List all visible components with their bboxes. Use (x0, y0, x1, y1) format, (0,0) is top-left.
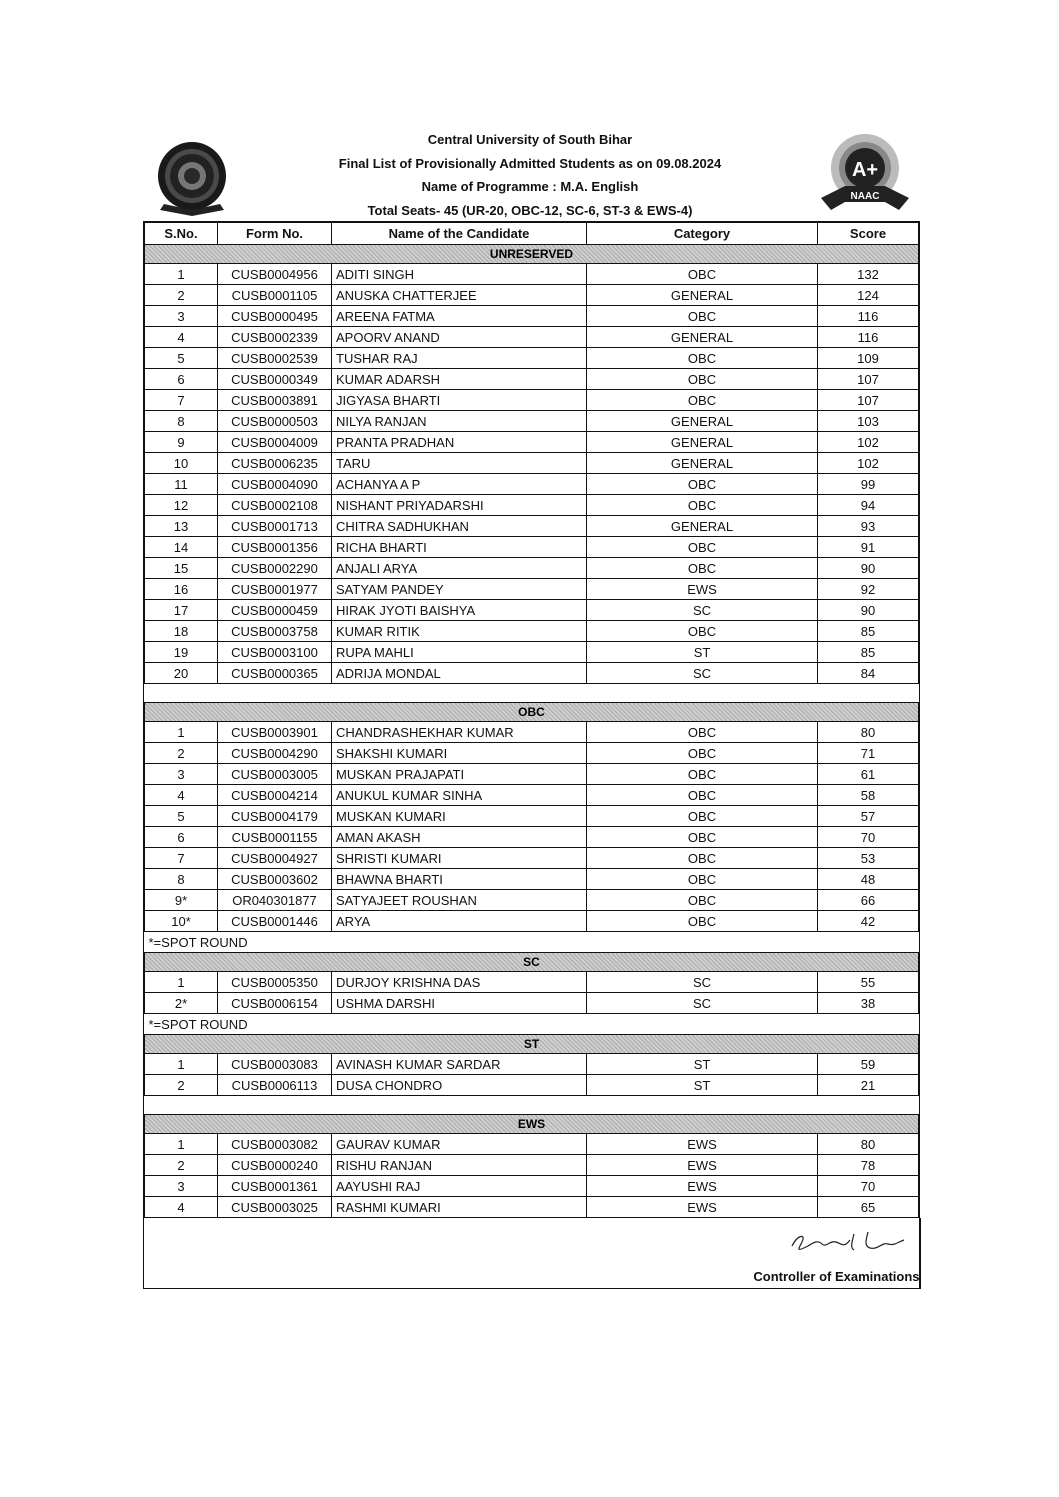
candidate-name-cell: ARYA (332, 911, 587, 932)
score-cell: 102 (818, 432, 919, 453)
column-header-form-no: Form No. (218, 223, 332, 245)
table-row (145, 1075, 919, 1096)
table-row (145, 348, 919, 369)
table-row (145, 474, 919, 495)
serial-number-cell: 9* (145, 890, 218, 911)
form-number-cell: CUSB0001105 (218, 285, 332, 306)
category-cell: ST (587, 642, 818, 663)
candidate-name-cell: SHRISTI KUMARI (332, 848, 587, 869)
table-row (145, 495, 919, 516)
table-row (145, 327, 919, 348)
admission-list-sheet (143, 221, 920, 1289)
serial-number-cell: 20 (145, 663, 218, 684)
category-cell: OBC (587, 890, 818, 911)
category-cell: EWS (587, 1176, 818, 1197)
form-number-cell: CUSB0003083 (218, 1054, 332, 1075)
form-number-cell: CUSB0004214 (218, 785, 332, 806)
table-row (145, 869, 919, 890)
category-cell: OBC (587, 537, 818, 558)
score-cell: 132 (818, 264, 919, 285)
category-cell: OBC (587, 474, 818, 495)
section-heading: UNRESERVED (145, 245, 919, 264)
category-cell: OBC (587, 722, 818, 743)
form-number-cell: CUSB0003901 (218, 722, 332, 743)
controller-signature (788, 1226, 908, 1256)
category-cell: OBC (587, 390, 818, 411)
serial-number-cell: 10 (145, 453, 218, 474)
category-cell: OBC (587, 848, 818, 869)
score-cell: 66 (818, 890, 919, 911)
serial-number-cell: 1 (145, 1134, 218, 1155)
score-cell: 65 (818, 1197, 919, 1218)
note-row (145, 932, 919, 953)
naac-grade-text: A+ (851, 159, 879, 181)
table-row (145, 285, 919, 306)
serial-number-cell: 1 (145, 264, 218, 285)
form-number-cell: OR040301877 (218, 890, 332, 911)
table-header-row (145, 223, 919, 245)
candidate-name-cell: RICHA BHARTI (332, 537, 587, 558)
candidate-name-cell: MUSKAN PRAJAPATI (332, 764, 587, 785)
signature-block (143, 1218, 921, 1289)
table-row (145, 848, 919, 869)
category-cell: EWS (587, 1197, 818, 1218)
table-row (145, 785, 919, 806)
category-cell: SC (587, 993, 818, 1014)
form-number-cell: CUSB0003602 (218, 869, 332, 890)
form-number-cell: CUSB0000349 (218, 369, 332, 390)
candidate-name-cell: CHANDRASHEKHAR KUMAR (332, 722, 587, 743)
candidate-name-cell: APOORV ANAND (332, 327, 587, 348)
note-row (145, 1014, 919, 1035)
form-number-cell: CUSB0006113 (218, 1075, 332, 1096)
serial-number-cell: 3 (145, 306, 218, 327)
table-row (145, 764, 919, 785)
document-header (300, 128, 760, 222)
serial-number-cell: 19 (145, 642, 218, 663)
category-cell: OBC (587, 495, 818, 516)
score-cell: 109 (818, 348, 919, 369)
spacer-cell (145, 1096, 919, 1115)
form-number-cell: CUSB0001713 (218, 516, 332, 537)
score-cell: 71 (818, 743, 919, 764)
naac-label-text: NAAC (850, 191, 880, 202)
score-cell: 61 (818, 764, 919, 785)
section-heading: ST (145, 1035, 919, 1054)
category-cell: OBC (587, 369, 818, 390)
form-number-cell: CUSB0006154 (218, 993, 332, 1014)
section-heading-row (145, 1035, 919, 1054)
score-cell: 91 (818, 537, 919, 558)
score-cell: 107 (818, 369, 919, 390)
serial-number-cell: 3 (145, 1176, 218, 1197)
form-number-cell: CUSB0003758 (218, 621, 332, 642)
serial-number-cell: 2* (145, 993, 218, 1014)
category-cell: GENERAL (587, 285, 818, 306)
spacer-cell (145, 684, 919, 703)
serial-number-cell: 2 (145, 1155, 218, 1176)
section-heading-row (145, 1115, 919, 1134)
serial-number-cell: 1 (145, 722, 218, 743)
serial-number-cell: 18 (145, 621, 218, 642)
table-row (145, 1054, 919, 1075)
form-number-cell: CUSB0001446 (218, 911, 332, 932)
form-number-cell: CUSB0004956 (218, 264, 332, 285)
form-number-cell: CUSB0005350 (218, 972, 332, 993)
university-seal-logo (152, 140, 232, 220)
serial-number-cell: 15 (145, 558, 218, 579)
score-cell: 102 (818, 453, 919, 474)
form-number-cell: CUSB0004009 (218, 432, 332, 453)
score-cell: 38 (818, 993, 919, 1014)
serial-number-cell: 3 (145, 764, 218, 785)
candidate-name-cell: AMAN AKASH (332, 827, 587, 848)
serial-number-cell: 1 (145, 1054, 218, 1075)
score-cell: 99 (818, 474, 919, 495)
candidate-name-cell: DUSA CHONDRO (332, 1075, 587, 1096)
serial-number-cell: 16 (145, 579, 218, 600)
table-row (145, 537, 919, 558)
category-cell: GENERAL (587, 432, 818, 453)
candidate-name-cell: NILYA RANJAN (332, 411, 587, 432)
table-row (145, 972, 919, 993)
form-number-cell: CUSB0004179 (218, 806, 332, 827)
candidate-name-cell: ACHANYA A P (332, 474, 587, 495)
candidate-name-cell: ADITI SINGH (332, 264, 587, 285)
table-row (145, 369, 919, 390)
table-row (145, 621, 919, 642)
serial-number-cell: 12 (145, 495, 218, 516)
form-number-cell: CUSB0000459 (218, 600, 332, 621)
score-cell: 124 (818, 285, 919, 306)
category-cell: EWS (587, 579, 818, 600)
score-cell: 92 (818, 579, 919, 600)
category-cell: SC (587, 663, 818, 684)
score-cell: 70 (818, 827, 919, 848)
serial-number-cell: 6 (145, 827, 218, 848)
university-name: Central University of South Bihar (427, 132, 633, 147)
table-row (145, 663, 919, 684)
form-number-cell: CUSB0001361 (218, 1176, 332, 1197)
candidate-name-cell: TUSHAR RAJ (332, 348, 587, 369)
form-number-cell: CUSB0000365 (218, 663, 332, 684)
table-row (145, 1134, 919, 1155)
list-title: Final List of Provisionally Admitted Students as on 09.08.2024 (338, 155, 722, 171)
serial-number-cell: 2 (145, 743, 218, 764)
form-number-cell: CUSB0006235 (218, 453, 332, 474)
form-number-cell: CUSB0001155 (218, 827, 332, 848)
serial-number-cell: 8 (145, 411, 218, 432)
table-row (145, 722, 919, 743)
candidate-name-cell: KUMAR ADARSH (332, 369, 587, 390)
section-heading: EWS (145, 1115, 919, 1134)
score-cell: 53 (818, 848, 919, 869)
candidate-name-cell: RASHMI KUMARI (332, 1197, 587, 1218)
score-cell: 84 (818, 663, 919, 684)
table-row (145, 516, 919, 537)
category-cell: SC (587, 600, 818, 621)
candidate-name-cell: GAURAV KUMAR (332, 1134, 587, 1155)
serial-number-cell: 2 (145, 1075, 218, 1096)
candidate-name-cell: AVINASH KUMAR SARDAR (332, 1054, 587, 1075)
serial-number-cell: 13 (145, 516, 218, 537)
candidate-name-cell: ANUKUL KUMAR SINHA (332, 785, 587, 806)
table-body (145, 245, 919, 1218)
spot-round-note: *=SPOT ROUND (145, 1014, 919, 1035)
category-cell: OBC (587, 869, 818, 890)
form-number-cell: CUSB0002539 (218, 348, 332, 369)
candidate-name-cell: KUMAR RITIK (332, 621, 587, 642)
candidate-name-cell: AREENA FATMA (332, 306, 587, 327)
serial-number-cell: 8 (145, 869, 218, 890)
serial-number-cell: 14 (145, 537, 218, 558)
form-number-cell: CUSB0003082 (218, 1134, 332, 1155)
table-row (145, 911, 919, 932)
naac-grade-badge (815, 128, 915, 220)
serial-number-cell: 1 (145, 972, 218, 993)
section-heading-row (145, 703, 919, 722)
table-row (145, 642, 919, 663)
category-cell: ST (587, 1075, 818, 1096)
column-header-score: Score (818, 223, 919, 245)
column-header-category: Category (587, 223, 818, 245)
serial-number-cell: 7 (145, 848, 218, 869)
score-cell: 21 (818, 1075, 919, 1096)
form-number-cell: CUSB0000503 (218, 411, 332, 432)
section-heading-row (145, 245, 919, 264)
controller-title: Controller of Examinations (753, 1269, 920, 1284)
category-cell: OBC (587, 743, 818, 764)
section-spacer (145, 1096, 919, 1115)
admission-table (144, 222, 919, 1218)
category-cell: GENERAL (587, 453, 818, 474)
serial-number-cell: 11 (145, 474, 218, 495)
score-cell: 70 (818, 1176, 919, 1197)
table-row (145, 453, 919, 474)
score-cell: 85 (818, 642, 919, 663)
candidate-name-cell: HIRAK JYOTI BAISHYA (332, 600, 587, 621)
serial-number-cell: 17 (145, 600, 218, 621)
serial-number-cell: 5 (145, 348, 218, 369)
score-cell: 85 (818, 621, 919, 642)
form-number-cell: CUSB0000240 (218, 1155, 332, 1176)
score-cell: 90 (818, 558, 919, 579)
serial-number-cell: 4 (145, 327, 218, 348)
score-cell: 94 (818, 495, 919, 516)
table-row (145, 264, 919, 285)
form-number-cell: CUSB0004090 (218, 474, 332, 495)
column-header-sno: S.No. (145, 223, 218, 245)
candidate-name-cell: DURJOY KRISHNA DAS (332, 972, 587, 993)
candidate-name-cell: ANUSKA CHATTERJEE (332, 285, 587, 306)
table-row (145, 1155, 919, 1176)
serial-number-cell: 2 (145, 285, 218, 306)
section-heading: SC (145, 953, 919, 972)
form-number-cell: CUSB0003025 (218, 1197, 332, 1218)
table-row (145, 827, 919, 848)
score-cell: 58 (818, 785, 919, 806)
candidate-name-cell: JIGYASA BHARTI (332, 390, 587, 411)
section-heading: OBC (145, 703, 919, 722)
score-cell: 48 (818, 869, 919, 890)
category-cell: EWS (587, 1155, 818, 1176)
serial-number-cell: 4 (145, 785, 218, 806)
category-cell: OBC (587, 806, 818, 827)
score-cell: 55 (818, 972, 919, 993)
candidate-name-cell: SATYAJEET ROUSHAN (332, 890, 587, 911)
table-row (145, 993, 919, 1014)
serial-number-cell: 10* (145, 911, 218, 932)
category-cell: OBC (587, 911, 818, 932)
form-number-cell: CUSB0004927 (218, 848, 332, 869)
score-cell: 57 (818, 806, 919, 827)
table-row (145, 600, 919, 621)
candidate-name-cell: SATYAM PANDEY (332, 579, 587, 600)
category-cell: GENERAL (587, 327, 818, 348)
serial-number-cell: 6 (145, 369, 218, 390)
score-cell: 116 (818, 327, 919, 348)
form-number-cell: CUSB0004290 (218, 743, 332, 764)
category-cell: GENERAL (587, 411, 818, 432)
form-number-cell: CUSB0001356 (218, 537, 332, 558)
category-cell: OBC (587, 306, 818, 327)
form-number-cell: CUSB0003005 (218, 764, 332, 785)
category-cell: OBC (587, 558, 818, 579)
candidate-name-cell: SHAKSHI KUMARI (332, 743, 587, 764)
category-cell: OBC (587, 348, 818, 369)
score-cell: 90 (818, 600, 919, 621)
table-row (145, 1197, 919, 1218)
score-cell: 103 (818, 411, 919, 432)
form-number-cell: CUSB0000495 (218, 306, 332, 327)
table-row (145, 432, 919, 453)
form-number-cell: CUSB0003100 (218, 642, 332, 663)
candidate-name-cell: ADRIJA MONDAL (332, 663, 587, 684)
table-row (145, 1176, 919, 1197)
table-row (145, 579, 919, 600)
candidate-name-cell: AAYUSHI RAJ (332, 1176, 587, 1197)
score-cell: 80 (818, 722, 919, 743)
table-row (145, 806, 919, 827)
candidate-name-cell: MUSKAN KUMARI (332, 806, 587, 827)
category-cell: OBC (587, 621, 818, 642)
serial-number-cell: 7 (145, 390, 218, 411)
candidate-name-cell: TARU (332, 453, 587, 474)
candidate-name-cell: RISHU RANJAN (332, 1155, 587, 1176)
section-heading-row (145, 953, 919, 972)
table-row (145, 558, 919, 579)
column-header-name: Name of the Candidate (332, 223, 587, 245)
candidate-name-cell: NISHANT PRIYADARSHI (332, 495, 587, 516)
candidate-name-cell: ANJALI ARYA (332, 558, 587, 579)
spot-round-note: *=SPOT ROUND (145, 932, 919, 953)
table-row (145, 306, 919, 327)
serial-number-cell: 5 (145, 806, 218, 827)
form-number-cell: CUSB0002290 (218, 558, 332, 579)
category-cell: SC (587, 972, 818, 993)
form-number-cell: CUSB0003891 (218, 390, 332, 411)
category-cell: OBC (587, 785, 818, 806)
category-cell: GENERAL (587, 516, 818, 537)
category-cell: OBC (587, 827, 818, 848)
table-row (145, 411, 919, 432)
section-spacer (145, 684, 919, 703)
serial-number-cell: 9 (145, 432, 218, 453)
score-cell: 107 (818, 390, 919, 411)
score-cell: 78 (818, 1155, 919, 1176)
category-cell: OBC (587, 264, 818, 285)
category-cell: OBC (587, 764, 818, 785)
table-row (145, 890, 919, 911)
serial-number-cell: 4 (145, 1197, 218, 1218)
candidate-name-cell: PRANTA PRADHAN (332, 432, 587, 453)
table-row (145, 743, 919, 764)
score-cell: 116 (818, 306, 919, 327)
candidate-name-cell: CHITRA SADHUKHAN (332, 516, 587, 537)
score-cell: 59 (818, 1054, 919, 1075)
candidate-name-cell: USHMA DARSHI (332, 993, 587, 1014)
score-cell: 93 (818, 516, 919, 537)
score-cell: 42 (818, 911, 919, 932)
table-row (145, 390, 919, 411)
candidate-name-cell: BHAWNA BHARTI (332, 869, 587, 890)
category-cell: EWS (587, 1134, 818, 1155)
programme-name: Name of Programme : M.A. English (421, 179, 639, 194)
score-cell: 80 (818, 1134, 919, 1155)
form-number-cell: CUSB0002339 (218, 327, 332, 348)
category-cell: ST (587, 1054, 818, 1075)
form-number-cell: CUSB0001977 (218, 579, 332, 600)
candidate-name-cell: RUPA MAHLI (332, 642, 587, 663)
form-number-cell: CUSB0002108 (218, 495, 332, 516)
total-seats: Total Seats- 45 (UR-20, OBC-12, SC-6, ST-3 & EWS-4) (367, 202, 693, 218)
